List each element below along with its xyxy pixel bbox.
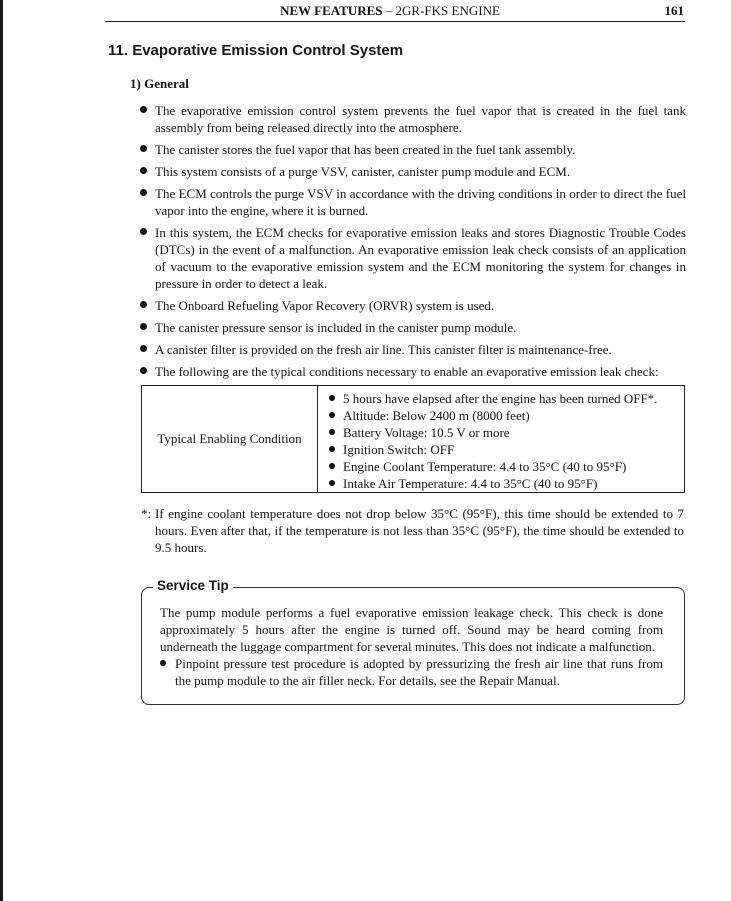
header-title-bold: NEW FEATURES bbox=[280, 3, 383, 18]
subsection-heading: 1) General bbox=[130, 76, 189, 91]
list-item bbox=[138, 141, 686, 158]
condition-item bbox=[328, 424, 684, 441]
condition-text: Intake Air Temperature: 4.4 to 35°C (40 to 95°F) bbox=[343, 476, 598, 491]
footnote bbox=[141, 505, 684, 556]
header-divider bbox=[105, 21, 685, 22]
list-item-text: The Onboard Refueling Vapor Recovery (ORVR) system is used. bbox=[155, 298, 495, 313]
bullet-icon bbox=[140, 189, 147, 196]
list-item bbox=[138, 341, 686, 358]
conditions-label-cell: Typical Enabling Condition bbox=[142, 386, 318, 492]
bullet-icon bbox=[140, 106, 147, 113]
general-bullet-list bbox=[138, 102, 686, 385]
condition-item bbox=[328, 458, 684, 475]
bullet-icon bbox=[329, 412, 335, 418]
bullet-icon bbox=[140, 145, 147, 152]
left-page-edge bbox=[0, 0, 3, 901]
bullet-icon bbox=[329, 429, 335, 435]
header-title-rest: – 2GR-FKS ENGINE bbox=[382, 3, 500, 18]
list-item-text: The ECM controls the purge VSV in accordance with the driving conditions in order to direct the fuel vapor into the engine, where it is burned. bbox=[155, 186, 686, 218]
bullet-icon bbox=[140, 323, 147, 330]
bullet-icon bbox=[160, 660, 166, 666]
list-item bbox=[138, 102, 686, 136]
bullet-icon bbox=[140, 345, 147, 352]
condition-item bbox=[328, 475, 684, 492]
service-tip-title: Service Tip bbox=[153, 578, 233, 593]
list-item-text: In this system, the ECM checks for evaporative emission leaks and stores Diagnostic Trouble Codes (DTCs) in the event of a malfunction. An evaporative emission leak check consists of an application of vacuum to the evaporative emission system and the ECM monitoring the system for changes in pressure in order to detect a leak. bbox=[155, 225, 686, 291]
service-tip-body bbox=[160, 604, 663, 689]
conditions-list bbox=[328, 390, 684, 492]
bullet-icon bbox=[329, 463, 335, 469]
bullet-icon bbox=[329, 446, 335, 452]
condition-text: Altitude: Below 2400 m (8000 feet) bbox=[343, 408, 530, 423]
bullet-icon bbox=[140, 228, 147, 235]
page-number: 161 bbox=[664, 3, 684, 18]
condition-item bbox=[328, 390, 684, 407]
running-header bbox=[240, 3, 540, 19]
footnote-mark: *: bbox=[141, 506, 152, 521]
list-item-text: The canister stores the fuel vapor that has been created in the fuel tank assembly. bbox=[155, 142, 576, 157]
footnote-text: If engine coolant temperature does not drop below 35°C (95°F), this time should be extended to 7 hours. Even after that, if the temperature is not less than 35°C (95°F), the time should be extended to 9.5 hours. bbox=[155, 506, 684, 555]
condition-item bbox=[328, 441, 684, 458]
section-title: 11. Evaporative Emission Control System bbox=[108, 42, 404, 59]
list-item-text: A canister filter is provided on the fresh air line. This canister filter is maintenance-free. bbox=[155, 342, 612, 357]
list-item bbox=[138, 163, 686, 180]
condition-text: Ignition Switch: OFF bbox=[343, 442, 455, 457]
list-item bbox=[138, 297, 686, 314]
bullet-icon bbox=[329, 395, 335, 401]
conditions-values-cell bbox=[318, 386, 684, 492]
list-item bbox=[138, 363, 686, 380]
condition-item bbox=[328, 407, 684, 424]
condition-text: Battery Voltage: 10.5 V or more bbox=[343, 425, 510, 440]
service-tip-item bbox=[160, 655, 663, 689]
bullet-icon bbox=[140, 301, 147, 308]
bullet-icon bbox=[140, 167, 147, 174]
list-item bbox=[138, 319, 686, 336]
service-tip-item-text: Pinpoint pressure test procedure is adopted by pressurizing the fresh air line that runs from the pump module to the air filler neck. For details, see the Repair Manual. bbox=[175, 656, 663, 688]
service-tip-paragraph: The pump module performs a fuel evaporative emission leakage check. This check is done approximately 5 hours after the engine is turned off. Sound may be heard coming from underneath the luggage compartment for several minutes. This does not indicate a malfunction. bbox=[160, 605, 663, 654]
list-item-text: The following are the typical conditions necessary to enable an evaporative emission leak check: bbox=[155, 364, 659, 379]
list-item bbox=[138, 224, 686, 292]
condition-text: Engine Coolant Temperature: 4.4 to 35°C (40 to 95°F) bbox=[343, 459, 627, 474]
list-item-text: The canister pressure sensor is included in the canister pump module. bbox=[155, 320, 517, 335]
service-tip-list bbox=[160, 655, 663, 689]
list-item-text: This system consists of a purge VSV, canister, canister pump module and ECM. bbox=[155, 164, 571, 179]
list-item-text: The evaporative emission control system prevents the fuel vapor that is created in the fuel tank assembly from being released directly into the atmosphere. bbox=[155, 103, 686, 135]
condition-text: 5 hours have elapsed after the engine has been turned OFF*. bbox=[343, 391, 658, 406]
bullet-icon bbox=[329, 480, 335, 486]
enabling-conditions-table bbox=[141, 385, 685, 493]
list-item bbox=[138, 185, 686, 219]
bullet-icon bbox=[140, 367, 147, 374]
